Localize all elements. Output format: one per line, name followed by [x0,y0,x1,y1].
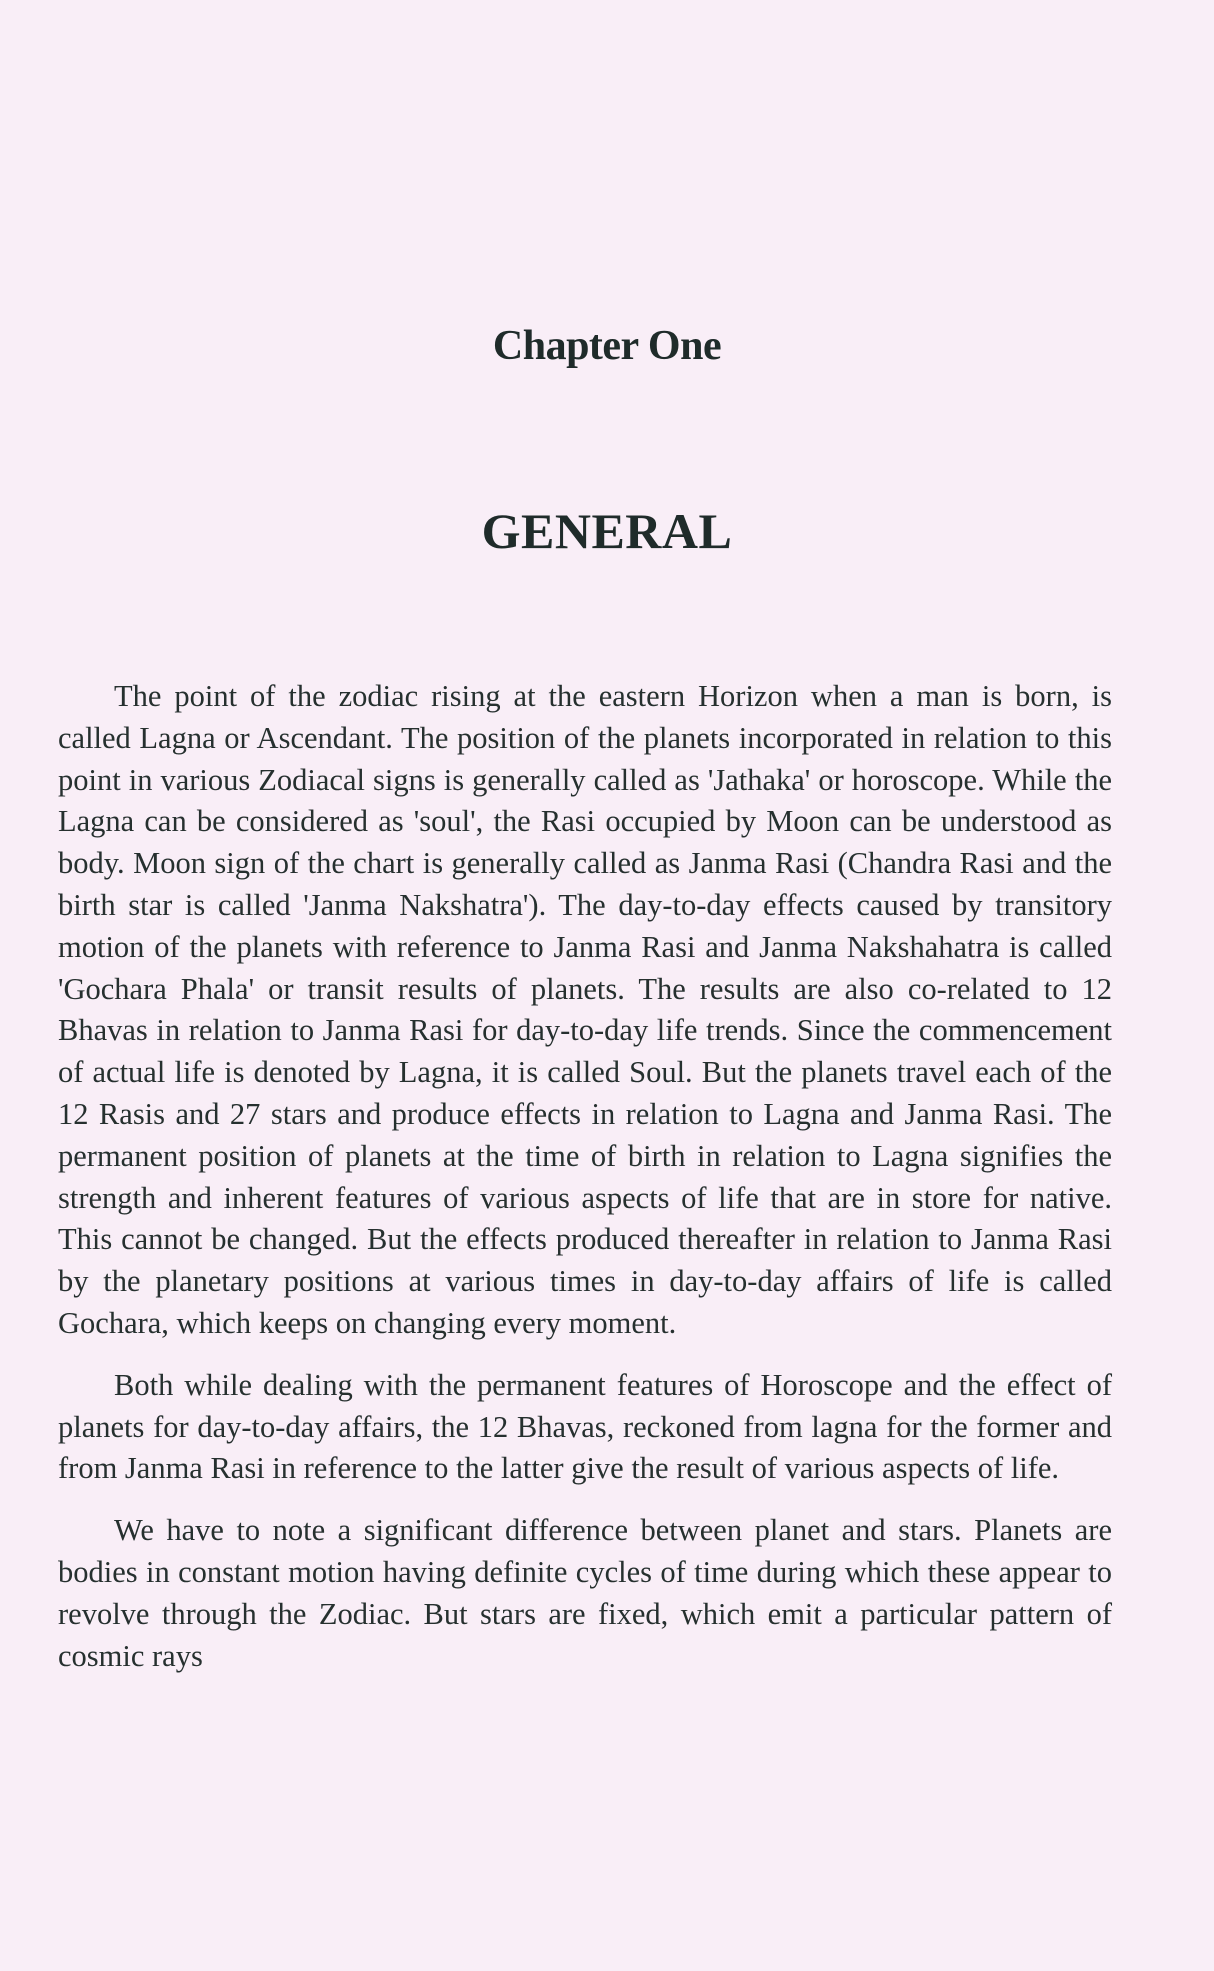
paragraph-1: The point of the zodiac rising at the eastern Horizon when a man is born, is called Lagna or Ascendant. The position of the planets incorporated in relation to this point in various Zodiacal signs is generally called as 'Jathaka' or horoscope. While the Lagna can be considered as 'soul', the Rasi occupied by Moon can be understood as body. Moon sign of the chart is generally called as Janma Rasi (Chandra Rasi and the birth star is called 'Janma Nakshatra'). The day-to-day effects caused by transitory motion of the planets with reference to Janma Rasi and Janma Nakshahatra is called 'Gochara Phala' or transit results of planets. The results are also co-related to 12 Bhavas in relation to Janma Rasi for day-to-day life trends. Since the commencement of actual life is denoted by Lagna, it is called Soul. But the planets travel each of the 12 Rasis and 27 stars and produce effects in relation to Lagna and Janma Rasi. The permanent position of planets at the time of birth in relation to Lagna signifies the strength and inherent features of various aspects of life that are in store for native. This cannot be changed. But the effects produced thereafter in relation to Janma Rasi by the planetary positions at various times in day-to-day affairs of life is called Gochara, which keeps on changing every moment. [58,679,1112,1340]
chapter-body [58,676,1112,1697]
paragraph-3: We have to note a significant difference between planet and stars. Planets are bodies in constant motion having definite cycles of time during which these appear to revolve through the Zodiac. But stars are fixed, which emit a particular pattern of cosmic rays [58,1513,1112,1673]
paragraph-2: Both while dealing with the permanent features of Horoscope and the effect of planets for day-to-day affairs, the 12 Bhavas, reckoned from lagna for the former and from Janma Rasi in reference to the latter give the result of various aspects of life. [58,1367,1112,1486]
chapter-title: GENERAL [481,503,733,559]
chapter-label: Chapter One [492,323,722,369]
